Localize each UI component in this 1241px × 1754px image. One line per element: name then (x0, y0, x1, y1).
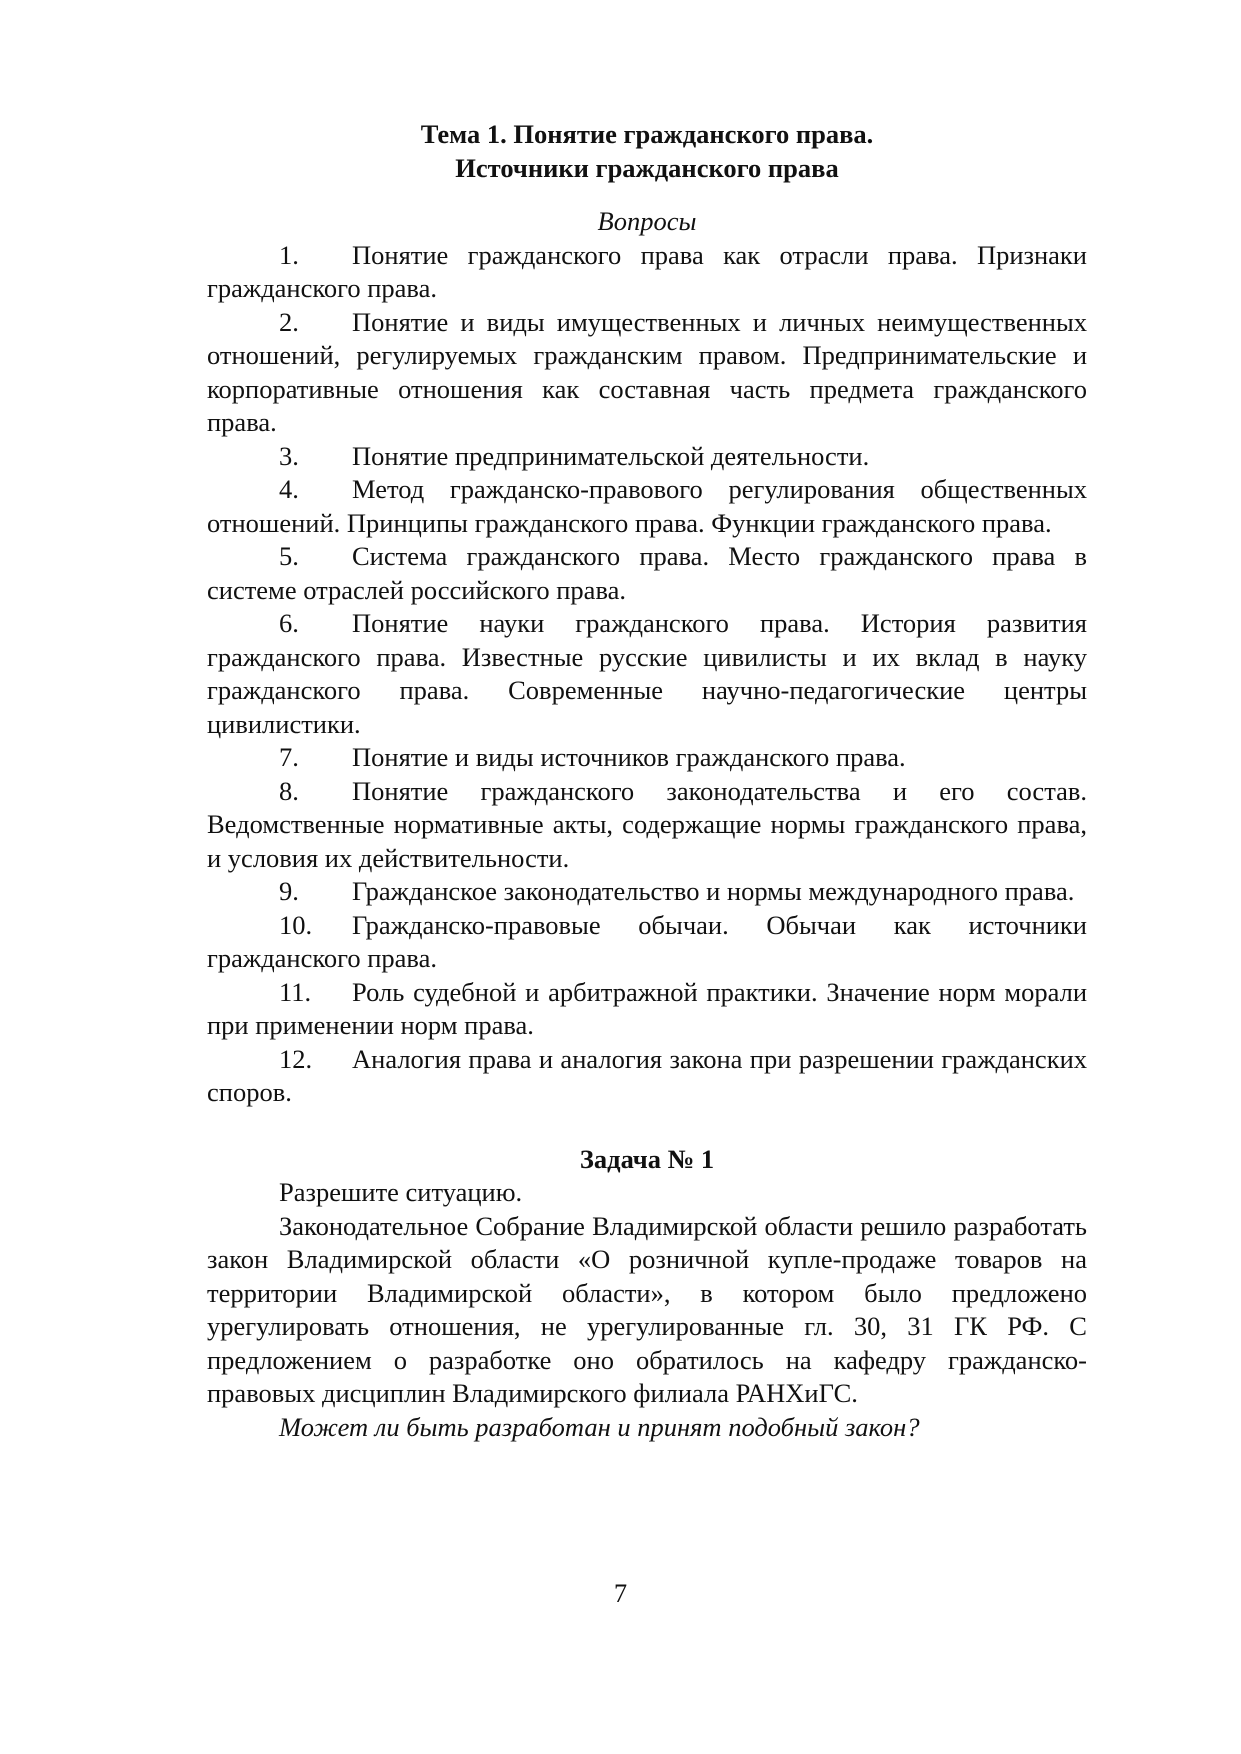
question-item (207, 306, 1087, 440)
question-item (207, 976, 1087, 1043)
question-number: 5. (279, 541, 299, 571)
question-number: 6. (279, 608, 299, 638)
question-item (207, 909, 1087, 976)
question-text: Понятие гражданского законодательства и его состав. Ведомственные нормативные акты, содержащие нормы гражданского права, и условия их действительности. (207, 775, 1087, 873)
question-number: 9. (279, 876, 299, 906)
question-text: Гражданское законодательство и нормы международного права. (352, 876, 1075, 906)
question-number: 2. (279, 306, 299, 337)
questions-list (207, 239, 1087, 1110)
question-item (207, 540, 1087, 607)
question-text: Метод гражданско-правового регулирования общественных отношений. Принципы гражданского права. Функции гражданского права. (207, 474, 1087, 538)
question-text: Аналогия права и аналогия закона при разрешении гражданских споров. (207, 1043, 1087, 1107)
task-heading: Задача № 1 (579, 1143, 715, 1174)
question-number: 12. (279, 1043, 313, 1074)
question-text: Понятие науки гражданского права. История развития гражданского права. Известные русские цивилисты и их вклад в науку гражданского права. Современные научно-педагогические центры цивилистики. (207, 608, 1087, 739)
question-item (207, 875, 1087, 909)
question-text: Понятие и виды источников гражданского права. (352, 742, 906, 772)
question-number: 3. (279, 440, 299, 471)
question-item (207, 741, 1087, 775)
task-intro: Разрешите ситуацию. (279, 1177, 523, 1207)
page-title (207, 118, 1087, 185)
title-line-1: Тема 1. Понятие гражданского права. (420, 119, 874, 149)
question-text: Понятие гражданского права как отрасли права. Признаки гражданского права. (207, 239, 1087, 303)
questions-heading: Вопросы (597, 206, 697, 236)
question-item (207, 775, 1087, 876)
page-number: 7 (613, 1578, 628, 1608)
question-number: 10. (279, 909, 313, 940)
question-text: Понятие предпринимательской деятельности. (352, 440, 870, 471)
question-number: 4. (279, 474, 299, 504)
document-page (207, 118, 1087, 1444)
question-text: Роль судебной и арбитражной практики. Значение норм морали при применении норм права. (207, 976, 1087, 1040)
question-number: 1. (279, 239, 299, 270)
question-number: 11. (279, 976, 312, 1007)
question-text: Понятие и виды имущественных и личных неимущественных отношений, регулируемых гражданским правом. Предпринимательские и корпоративные отношения как составная часть предмета гражданского права. (207, 306, 1087, 437)
question-number: 8. (279, 775, 299, 806)
question-item (207, 473, 1087, 540)
task-body: Законодательное Собрание Владимирской области решило разработать закон Владимирской области «О розничной купле-продаже товаров на территории Владимирской области», в котором было предложено урегулировать отношения, не урегулированные гл. 30, 31 ГК РФ. С предложением о разработке оно обратилось на кафедру гражданско-правовых дисциплин Владимирского филиала РАНХиГС. (207, 1210, 1087, 1408)
question-text: Система гражданского права. Место гражданского права в системе отраслей российского права. (207, 541, 1087, 605)
question-text: Гражданско-правовые обычаи. Обычаи как источники гражданского права. (207, 909, 1087, 973)
question-item (207, 1043, 1087, 1110)
question-item (207, 607, 1087, 741)
question-item (207, 239, 1087, 306)
title-line-2: Источники гражданского права (455, 152, 839, 183)
question-number: 7. (279, 742, 299, 772)
question-item (207, 440, 1087, 474)
task-question: Может ли быть разработан и принят подобный закон? (279, 1411, 920, 1442)
